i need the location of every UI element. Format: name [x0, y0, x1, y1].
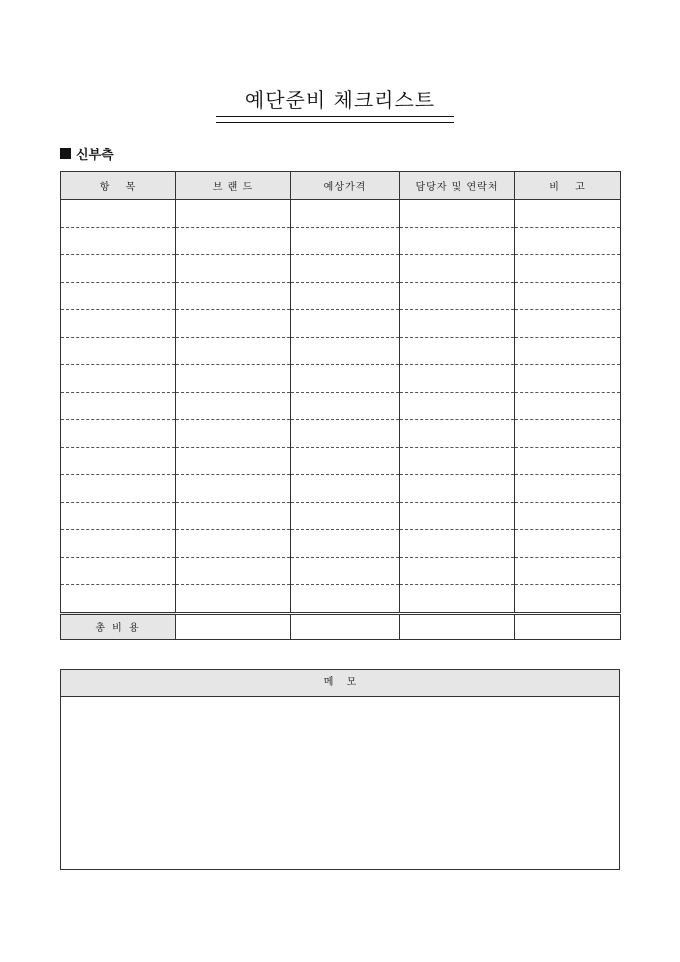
memo-body[interactable]: [61, 697, 619, 869]
total-row: [61, 613, 621, 639]
table-cell[interactable]: [61, 392, 176, 420]
table-cell[interactable]: [291, 392, 400, 420]
table-cell[interactable]: [176, 227, 291, 255]
table-cell[interactable]: [515, 200, 621, 228]
table-cell[interactable]: [515, 282, 621, 310]
table-row: [61, 475, 621, 503]
table-cell[interactable]: [515, 585, 621, 614]
table-cell[interactable]: [400, 337, 515, 365]
table-cell[interactable]: [61, 282, 176, 310]
table-row: [61, 365, 621, 393]
table-cell[interactable]: [61, 227, 176, 255]
table-cell[interactable]: [176, 255, 291, 283]
table-row: [61, 392, 621, 420]
table-cell[interactable]: [291, 282, 400, 310]
table-cell[interactable]: [291, 200, 400, 228]
table-row: [61, 585, 621, 614]
table-cell[interactable]: [61, 475, 176, 503]
table-cell[interactable]: [176, 530, 291, 558]
total-cell[interactable]: [291, 613, 400, 639]
section-title: 신부측: [76, 148, 114, 163]
table-cell[interactable]: [176, 365, 291, 393]
table-cell[interactable]: [400, 227, 515, 255]
table-cell[interactable]: [400, 365, 515, 393]
table-cell[interactable]: [515, 447, 621, 475]
table-cell[interactable]: [515, 557, 621, 585]
table-cell[interactable]: [61, 337, 176, 365]
table-cell[interactable]: [400, 282, 515, 310]
table-cell[interactable]: [61, 310, 176, 338]
table-cell[interactable]: [515, 502, 621, 530]
table-cell[interactable]: [291, 447, 400, 475]
table-row: [61, 420, 621, 448]
table-cell[interactable]: [61, 557, 176, 585]
table-cell[interactable]: [515, 530, 621, 558]
table-cell[interactable]: [291, 255, 400, 283]
table-cell[interactable]: [291, 227, 400, 255]
table-row: [61, 200, 621, 228]
table-row: [61, 310, 621, 338]
table-cell[interactable]: [176, 282, 291, 310]
total-label: 총 비 용: [61, 613, 176, 639]
table-cell[interactable]: [515, 420, 621, 448]
memo-header: 메 모: [61, 670, 619, 697]
table-cell[interactable]: [176, 200, 291, 228]
table-row: [61, 282, 621, 310]
table-cell[interactable]: [291, 420, 400, 448]
table-cell[interactable]: [176, 420, 291, 448]
table-cell[interactable]: [400, 200, 515, 228]
table-row: [61, 227, 621, 255]
table-row: [61, 502, 621, 530]
table-cell[interactable]: [176, 392, 291, 420]
table-cell[interactable]: [176, 475, 291, 503]
header-expected-price: 예상가격: [291, 172, 400, 200]
table-cell[interactable]: [291, 502, 400, 530]
table-cell[interactable]: [400, 392, 515, 420]
table-cell[interactable]: [61, 365, 176, 393]
title-double-underline: [216, 116, 454, 123]
table-cell[interactable]: [515, 392, 621, 420]
table-cell[interactable]: [291, 365, 400, 393]
checklist-table: [60, 171, 621, 640]
header-contact: 담당자 및 연락처: [400, 172, 515, 200]
table-cell[interactable]: [291, 475, 400, 503]
header-note: 비 고: [515, 172, 621, 200]
table-cell[interactable]: [400, 475, 515, 503]
table-cell[interactable]: [176, 557, 291, 585]
table-cell[interactable]: [400, 310, 515, 338]
table-cell[interactable]: [515, 365, 621, 393]
table-cell[interactable]: [400, 557, 515, 585]
table-cell[interactable]: [515, 227, 621, 255]
table-cell[interactable]: [291, 585, 400, 614]
table-cell[interactable]: [291, 557, 400, 585]
section-heading: [60, 144, 114, 163]
memo-box: [60, 669, 620, 870]
table-row: [61, 557, 621, 585]
table-cell[interactable]: [515, 475, 621, 503]
total-cell[interactable]: [400, 613, 515, 639]
table-cell[interactable]: [176, 310, 291, 338]
table-cell[interactable]: [61, 200, 176, 228]
header-item: 항 목: [61, 172, 176, 200]
table-row: [61, 447, 621, 475]
table-cell[interactable]: [61, 255, 176, 283]
header-brand: 브 랜 드: [176, 172, 291, 200]
table-cell[interactable]: [515, 255, 621, 283]
table-cell[interactable]: [291, 530, 400, 558]
table-cell[interactable]: [176, 337, 291, 365]
total-cell[interactable]: [176, 613, 291, 639]
table-row: [61, 337, 621, 365]
table-cell[interactable]: [400, 502, 515, 530]
table-row: [61, 255, 621, 283]
table-cell[interactable]: [61, 530, 176, 558]
page-title: 예단준비 체크리스트: [244, 88, 436, 112]
table-cell[interactable]: [61, 502, 176, 530]
table-cell[interactable]: [176, 502, 291, 530]
table-cell[interactable]: [291, 310, 400, 338]
table-cell[interactable]: [61, 420, 176, 448]
table-cell[interactable]: [61, 447, 176, 475]
table-cell[interactable]: [515, 310, 621, 338]
table-cell[interactable]: [400, 585, 515, 614]
table-cell[interactable]: [291, 337, 400, 365]
table-row: [61, 530, 621, 558]
total-cell[interactable]: [515, 613, 621, 639]
title-wrap: [0, 88, 680, 116]
table-cell[interactable]: [515, 337, 621, 365]
square-bullet-icon: [60, 148, 71, 159]
table-cell[interactable]: [400, 420, 515, 448]
table-header-row: [61, 172, 621, 200]
table-cell[interactable]: [400, 530, 515, 558]
table-cell[interactable]: [400, 255, 515, 283]
table-cell[interactable]: [400, 447, 515, 475]
table-cell[interactable]: [176, 585, 291, 614]
table-cell[interactable]: [176, 447, 291, 475]
table-cell[interactable]: [61, 585, 176, 614]
